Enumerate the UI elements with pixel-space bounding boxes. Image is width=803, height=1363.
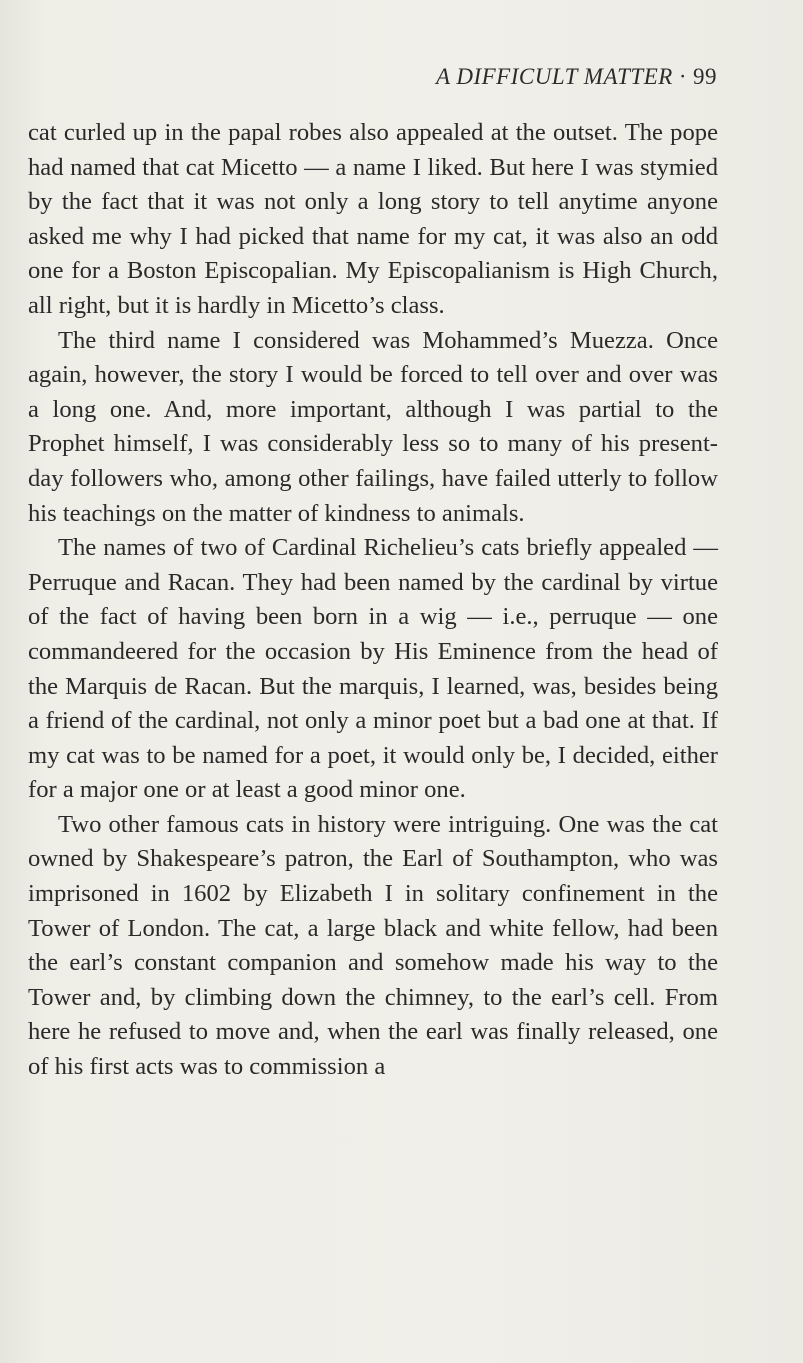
paragraph-richelieu: The names of two of Cardinal Richelieu’s cats briefly appealed — Perruque and Racan. They had been named by the cardinal by virtue of the fact of having been born in a wig — i.e., perruque — one commandeered for the occasion by His Eminence from the head of the Marquis de Racan. But the marquis, I learned, was, besides being a friend of the cardinal, not only a minor poet but a bad one at that. If my cat was to be named for a poet, it would only be, I decided, either for a major one or at least a good minor one. bbox=[28, 534, 718, 804]
running-head bbox=[436, 64, 717, 90]
paragraph-southampton: Two other famous cats in history were intriguing. One was the cat owned by Shakespeare’s patron, the Earl of Southampton, who was imprisoned in 1602 by Elizabeth I in solitary confinement in the Tower of London. The cat, a large black and white fellow, had been the earl’s constant companion and somehow made his way to the Tower and, by climbing down the chimney, to the earl’s cell. From here he refused to move and, when the earl was finally released, one of his first acts was to commission a bbox=[28, 810, 718, 1081]
paragraph-muezza: The third name I considered was Mohammed’s Muezza. Once again, however, the story I would be forced to tell over and over was a long one. And, more important, although I was partial to the Prophet himself, I was considerably less so to many of his present-day followers who, among other failings, have failed utterly to follow his teachings on the matter of kindness to animals. bbox=[28, 326, 718, 527]
page-number: 99 bbox=[693, 64, 717, 89]
paragraph-continued: cat curled up in the papal robes also appealed at the outset. The pope had named that cat Micetto — a name I liked. But here I was stymied by the fact that it was not only a long story to tell anytime anyone asked me why I had picked that name for my cat, it was also an odd one for a Boston Episcopalian. My Episcopalianism is High Church, all right, but it is hardly in Micetto’s class. bbox=[28, 119, 718, 319]
running-head-title: A DIFFICULT MATTER bbox=[435, 64, 673, 89]
running-head-separator: · bbox=[678, 64, 687, 89]
body-text bbox=[28, 116, 718, 1085]
